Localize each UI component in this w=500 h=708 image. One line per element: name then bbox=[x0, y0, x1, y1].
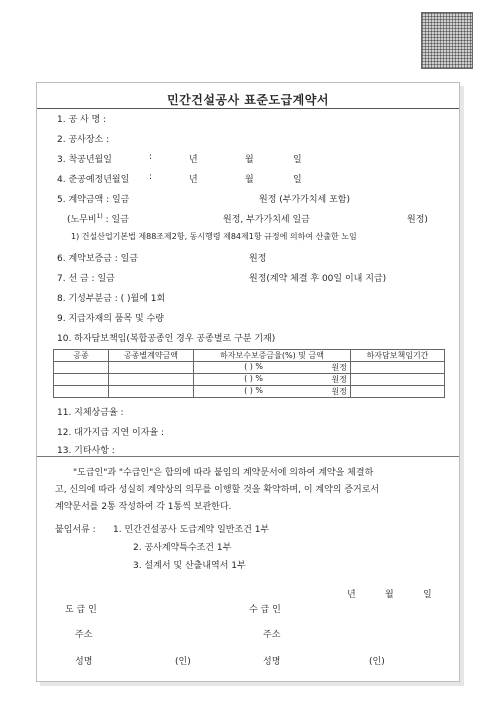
title-divider bbox=[37, 108, 459, 109]
table-cell[interactable] bbox=[351, 362, 445, 374]
table-header-row bbox=[54, 350, 445, 362]
table-cell[interactable] bbox=[109, 374, 194, 386]
year-label: 년 bbox=[189, 155, 198, 165]
labor-cost-vat: 원정, 부가가치세 일금 bbox=[223, 215, 310, 225]
subcontractor-name-label: 성명 bbox=[263, 657, 281, 667]
attachment-item: 2. 공사계약특수조건 1부 bbox=[133, 543, 232, 553]
paragraph-line: "도급인"과 "수급인"은 합의에 따라 붙임의 계약문서에 의하여 계약을 체결하 bbox=[73, 468, 374, 478]
subcontractor-label: 수 급 인 bbox=[249, 605, 281, 615]
table-cell[interactable] bbox=[54, 362, 109, 374]
table-header: 공종별계약금액 bbox=[109, 350, 194, 362]
day-label: 일 bbox=[293, 175, 302, 185]
field-contract-amount-tail: 원정 (부가가치세 포함) bbox=[259, 195, 350, 205]
table-cell[interactable] bbox=[54, 386, 109, 398]
contractor-name-label: 성명 bbox=[75, 657, 93, 667]
table-header: 하자담보책임기간 bbox=[351, 350, 445, 362]
field-advance-label: 7. 선 금 : 일금 bbox=[57, 274, 115, 284]
colon: : bbox=[149, 172, 153, 182]
date-month: 월 bbox=[385, 590, 394, 600]
year-label: 년 bbox=[189, 175, 198, 185]
field-defect-liability: 10. 하자담보책임(복합공종인 경우 공종별로 구분 기재) bbox=[57, 334, 276, 344]
table-row bbox=[54, 362, 445, 374]
contractor-seal: (인) bbox=[175, 657, 191, 667]
table-cell[interactable]: ( ) % 원정 bbox=[194, 374, 351, 386]
field-deposit-label: 6. 계약보증금 : 일금 bbox=[57, 254, 139, 264]
table-cell[interactable] bbox=[351, 386, 445, 398]
day-label: 일 bbox=[293, 155, 302, 165]
field-delay-penalty: 11. 지체상금율 : bbox=[57, 408, 124, 418]
table-cell[interactable] bbox=[109, 386, 194, 398]
field-contract-amount-label: 5. 계약금액 : 일금 bbox=[57, 195, 130, 205]
paragraph-line: 고, 신의에 따라 성실히 계약상의 의무를 이행할 것을 확약하며, 이 계약의 증거로서 bbox=[55, 485, 380, 495]
agreement-paragraph bbox=[55, 465, 445, 516]
contractor-label: 도 급 인 bbox=[65, 605, 97, 615]
subcontractor-seal: (인) bbox=[369, 657, 385, 667]
field-late-interest: 12. 대가지급 지연 이자율 : bbox=[57, 428, 165, 438]
section-divider bbox=[37, 456, 459, 457]
month-label: 월 bbox=[245, 175, 254, 185]
subcontractor-address-label: 주소 bbox=[263, 630, 281, 640]
labor-cost-label: (노무비$^{1)}$ : 일금 bbox=[67, 213, 129, 225]
field-project-location: 2. 공사장소 : bbox=[57, 135, 110, 145]
field-start-date-label: 3. 착공년월일 bbox=[57, 155, 112, 165]
date-day: 일 bbox=[423, 590, 432, 600]
attachment-item: 3. 설계서 및 산출내역서 1부 bbox=[133, 561, 246, 571]
table-cell[interactable] bbox=[351, 374, 445, 386]
table-header: 하자보수보증금율(%) 및 금액 bbox=[194, 350, 351, 362]
document-title: 민간건설공사 표준도급계약서 bbox=[167, 93, 329, 107]
attachment-item: 1. 민간건설공사 도급계약 일반조건 1부 bbox=[113, 525, 270, 535]
table-row bbox=[54, 374, 445, 386]
labor-cost-end: 원정) bbox=[407, 215, 428, 225]
field-advance-tail: 원정(계약 체결 후 00일 이내 지급) bbox=[249, 274, 387, 284]
month-label: 월 bbox=[245, 155, 254, 165]
table-cell[interactable]: ( ) % 원정 bbox=[194, 386, 351, 398]
contractor-address-label: 주소 bbox=[75, 630, 93, 640]
colon: : bbox=[149, 152, 153, 162]
contract-document bbox=[36, 82, 460, 682]
table-row bbox=[54, 386, 445, 398]
table-header: 공종 bbox=[54, 350, 109, 362]
date-year: 년 bbox=[347, 590, 356, 600]
table-cell[interactable] bbox=[54, 374, 109, 386]
table-cell[interactable]: ( ) % 원정 bbox=[194, 362, 351, 374]
paragraph-line: 계약문서를 2통 작성하여 각 1통씩 보관한다. bbox=[55, 502, 232, 512]
table-cell[interactable] bbox=[109, 362, 194, 374]
labor-footnote: 1) 건설산업기본법 제88조제2항, 동시행령 제84제1항 규정에 의하여 산출한 노임 bbox=[71, 232, 357, 241]
field-deposit-tail: 원정 bbox=[249, 254, 267, 264]
field-supplied-materials: 9. 지급자재의 품목 및 수량 bbox=[57, 314, 164, 324]
field-project-name: 1. 공 사 명 : bbox=[57, 115, 107, 125]
field-progress-payment: 8. 기성부분금 : ( )월에 1회 bbox=[57, 294, 166, 304]
defect-guarantee-table bbox=[53, 349, 445, 398]
stamp-logo bbox=[421, 12, 473, 69]
attachments-label: 붙임서류 : bbox=[55, 525, 96, 535]
field-other-matters: 13. 기타사항 : bbox=[57, 446, 115, 456]
field-completion-date-label: 4. 준공예정년월일 bbox=[57, 175, 130, 185]
